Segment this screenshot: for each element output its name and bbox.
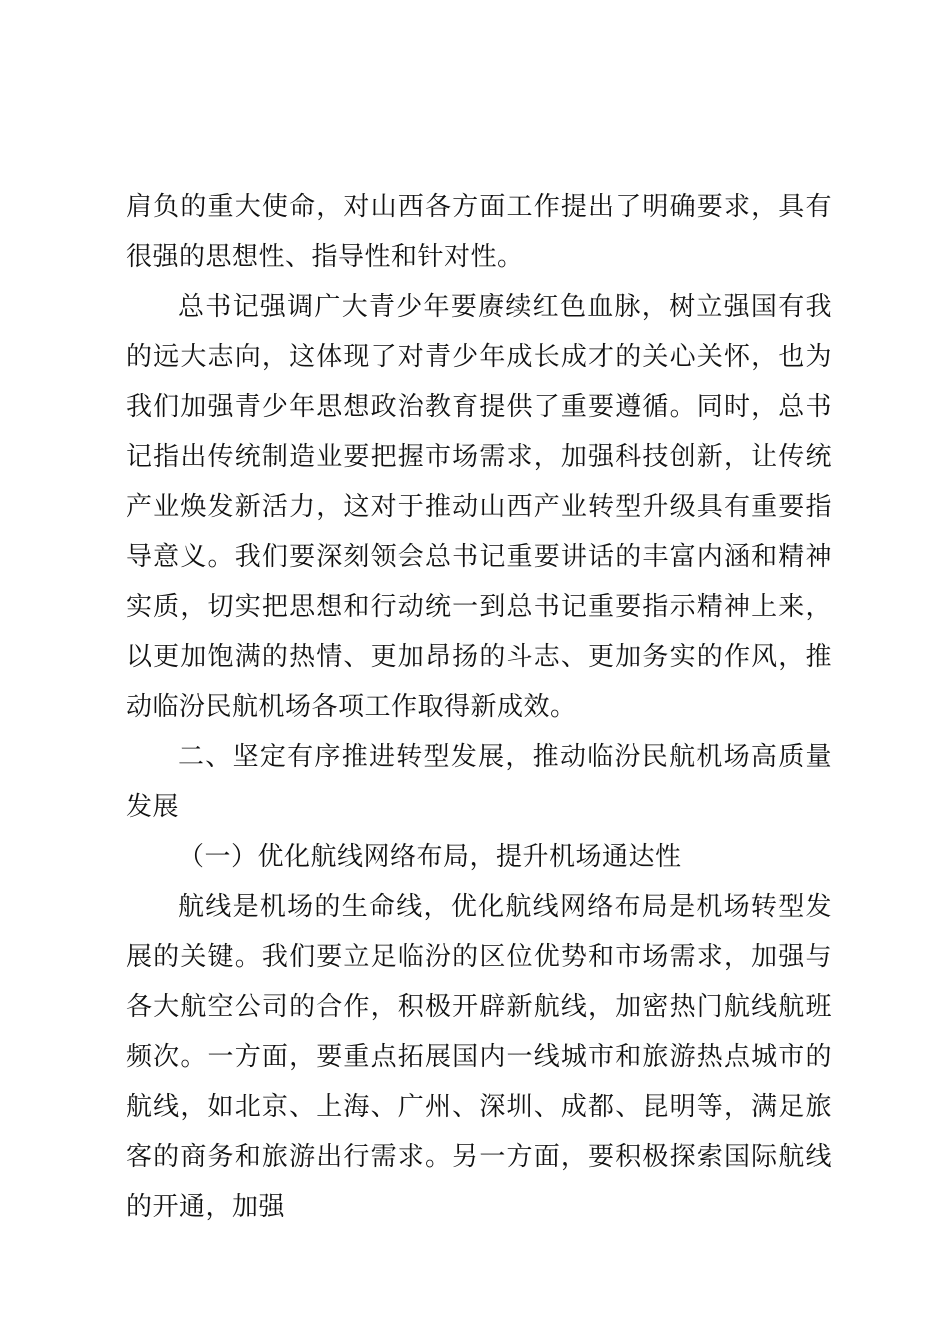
paragraph-general-secretary-remarks: 总书记强调广大青少年要赓续红色血脉，树立强国有我的远大志向，这体现了对青少年成长成才的关心关怀，也为我们加强青少年思想政治教育提供了重要遵循。同时，总书记指出传统制造业要把握市场需求，加强科技创新，让传统产业焕发新活力，这对于推动山西产业转型升级具有重要指导意义。我们要深刻领会总书记重要讲话的丰富内涵和精神实质，切实把思想和行动统一到总书记重要指示精神上来，以更加饱满的热情、更加昂扬的斗志、更加务实的作风，推动临汾民航机场各项工作取得新成效。: [126, 292, 832, 722]
section-heading-two: 二、坚定有序推进转型发展，推动临汾民航机场高质量发展: [126, 742, 832, 822]
document-body: [126, 182, 832, 1232]
paragraph-route-network: 航线是机场的生命线，优化航线网络布局是机场转型发展的关键。我们要立足临汾的区位优势和市场需求，加强与各大航空公司的合作，积极开辟新航线，加密热门航线航班频次。一方面，要重点拓展国内一线城市和旅游热点城市的航线，如北京、上海、广州、深圳、成都、昆明等，满足旅客的商务和旅游出行需求。另一方面，要积极探索国际航线的开通，加强: [126, 892, 832, 1222]
paragraph-continuation: 肩负的重大使命，对山西各方面工作提出了明确要求，具有很强的思想性、指导性和针对性。: [126, 192, 832, 272]
subsection-heading-one: （一）优化航线网络布局，提升机场通达性: [178, 842, 682, 872]
